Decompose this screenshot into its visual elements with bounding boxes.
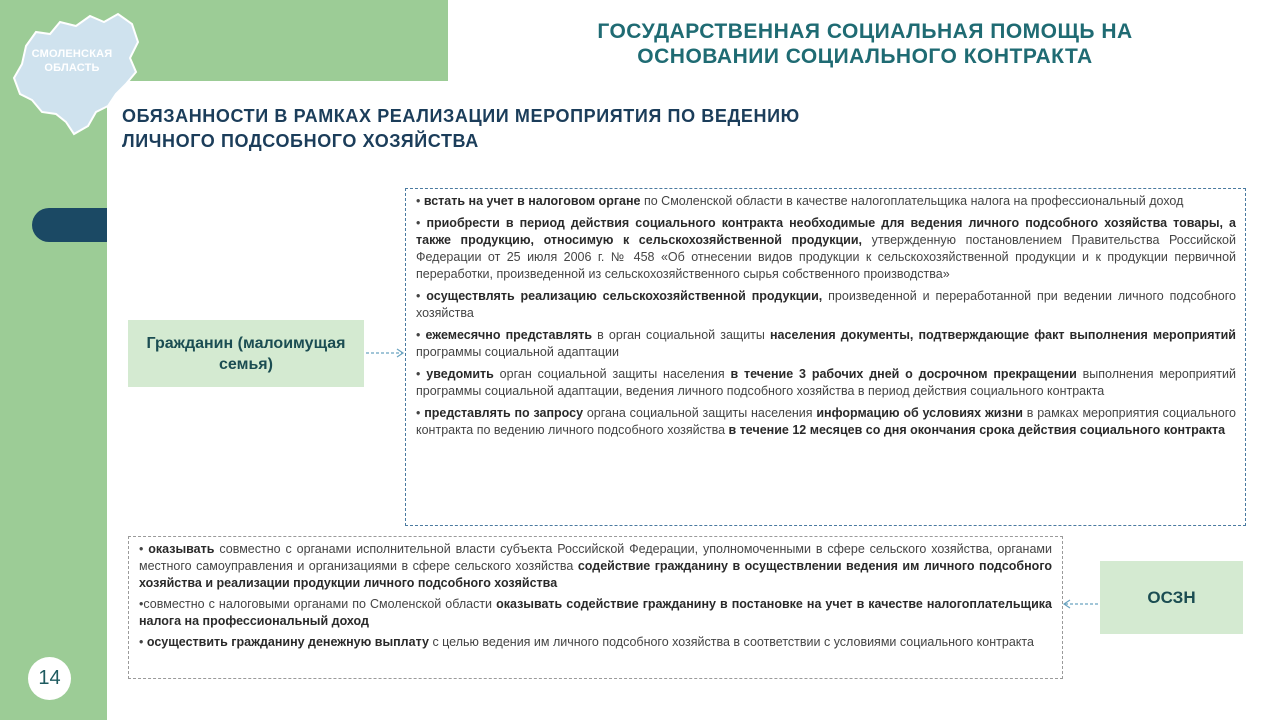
citizen-duties-list [405, 188, 1246, 526]
citizen-arrow-icon [364, 346, 406, 360]
oszn-box: ОСЗН [1100, 561, 1243, 634]
page-title: ГОСУДАРСТВЕННАЯ СОЦИАЛЬНАЯ ПОМОЩЬ НА ОСНОВАНИИ СОЦИАЛЬНОГО КОНТРАКТА [597, 20, 1133, 68]
list-item: • ежемесячно представлять в орган социальной защиты населения документы, подтверждающие факт выполнения мероприятий программы социальной адаптации [416, 328, 1236, 359]
list-item: • осуществить гражданину денежную выплату с целью ведения им личного подсобного хозяйства в соответствии с условиями социального контракта [139, 635, 1034, 649]
oszn-arrow-icon [1062, 597, 1102, 611]
list-item: • встать на учет в налоговом органе по Смоленской области в качестве налогоплательщика налога на профессиональный доход [416, 194, 1184, 208]
section-subtitle: ОБЯЗАННОСТИ В РАМКАХ РЕАЛИЗАЦИИ МЕРОПРИЯТИЯ ПО ВЕДЕНИЮ ЛИЧНОГО ПОДСОБНОГО ХОЗЯЙСТВА [122, 106, 800, 151]
citizen-box: Гражданин (малоимущая семья) [128, 320, 364, 387]
oszn-duties-list [128, 536, 1063, 679]
section-tab [32, 208, 107, 242]
list-item: • представлять по запросу органа социальной защиты населения информацию об условиях жизни в рамках мероприятия социального контракта по ведению личного подсобного хозяйства в течение 12 месяцев со дня окончания срока действия социального контракта [416, 406, 1236, 437]
region-label: СМОЛЕНСКАЯ ОБЛАСТЬ [31, 48, 113, 74]
list-item: •совместно с налоговыми органами по Смоленской области оказывать содействие гражданину в постановке на учет в качестве налогоплательщика налога на профессиональный доход [139, 597, 1052, 628]
list-item: • приобрести в период действия социального контракта необходимые для ведения личного подсобного хозяйства товары, а также продукцию, относимую к сельскохозяйственной продукции, утвержденную постановлением Правительства Российской Федерации от 25 июля 2006 г. № 458 «Об отнесении видов продукции к сельскохозяйственной продукции и к продукции первичной переработки, произведенной из сельскохозяйственного сырья собственного производства» [416, 216, 1236, 281]
list-item: • оказывать совместно с органами исполнительной власти субъекта Российской Федерации, уполномоченными в сфере сельского хозяйства, органами местного самоуправления и организациями в сфере сельского хозяйства содействие гражданину в осуществлении ведения им личного подсобного хозяйства и реализации продукции личного подсобного хозяйства [139, 542, 1052, 590]
list-item: • осуществлять реализацию сельскохозяйственной продукции, произведенной и переработанной при ведении личного подсобного хозяйства [416, 289, 1236, 320]
list-item: • уведомить орган социальной защиты населения в течение 3 рабочих дней о досрочном прекращении выполнения мероприятий программы социальной адаптации, ведения личного подсобного хозяйства в период действия социального контракта [416, 367, 1236, 398]
page-number: 14 [28, 657, 71, 700]
